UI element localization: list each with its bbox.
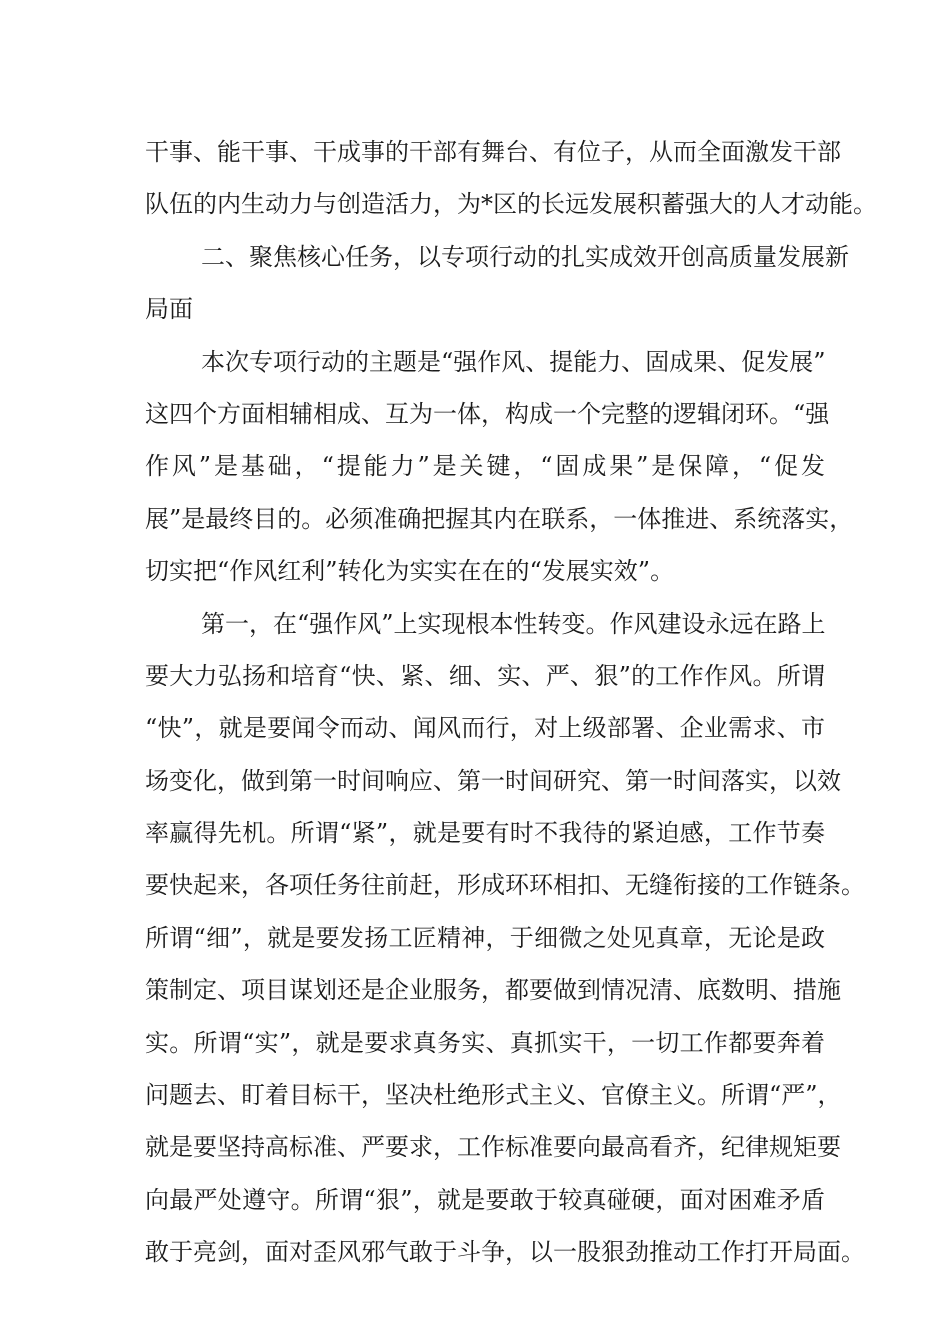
text-line: 实。所谓“实”，就是要求真务实、真抓实干，一切工作都要奔着	[145, 1028, 825, 1057]
text-line: 展”是最终目的。必须准确把握其内在联系，一体推进、系统落实，	[145, 504, 854, 533]
paragraph-theme	[145, 340, 854, 602]
text-line: “快”，就是要闻令而动、闻风而行，对上级部署、企业需求、市	[145, 714, 825, 743]
paragraph-continuation	[145, 130, 877, 235]
section-heading	[145, 235, 849, 340]
text-line: 要大力弘扬和培育“快、紧、细、实、严、狠”的工作作风。所谓	[145, 661, 825, 690]
text-line: 队伍的内生动力与创造活力，为*区的长远发展积蓄强大的人才动能。	[145, 190, 877, 219]
text-line: 切实把“作风红利”转化为实实在在的“发展实效”。	[145, 557, 675, 586]
text-line: 策制定、项目谋划还是企业服务，都要做到情况清、底数明、措施	[145, 976, 841, 1005]
text-line: 干事、能干事、干成事的干部有舞台、有位子，从而全面激发干部	[145, 138, 841, 166]
text-line: 要快起来，各项任务往前赶，形成环环相扣、无缝衔接的工作链条。	[145, 871, 865, 900]
text-line: 本次专项行动的主题是“强作风、提能力、固成果、促发展”	[201, 347, 826, 376]
text-line: 就是要坚持高标准、严要求，工作标准要向最高看齐，纪律规矩要	[145, 1133, 841, 1162]
text-line: 作风”是基础，“提能力”是关键，“固成果”是保障，“促发	[145, 452, 825, 481]
text-line: 第一，在“强作风”上实现根本性转变。作风建设永远在路上	[201, 609, 826, 638]
paragraph-first-point	[145, 602, 865, 1283]
body-text	[145, 130, 877, 1283]
text-line: 这四个方面相辅相成、互为一体，构成一个完整的逻辑闭环。“强	[145, 399, 830, 428]
heading-line: 二、聚焦核心任务，以专项行动的扎实成效开创高质量发展新	[201, 242, 849, 271]
text-line: 率赢得先机。所谓“紧”，就是要有时不我待的紧迫感，工作节奏	[145, 819, 825, 848]
text-line: 问题去、盯着目标干，坚决杜绝形式主义、官僚主义。所谓“严”，	[145, 1081, 842, 1110]
text-line: 场变化，做到第一时间响应、第一时间研究、第一时间落实，以效	[145, 766, 841, 795]
text-line: 所谓“细”，就是要发扬工匠精神，于细微之处见真章，无论是政	[145, 923, 825, 952]
text-line: 向最严处遵守。所谓“狠”，就是要敢于较真碰硬，面对困难矛盾	[145, 1185, 825, 1214]
text-line: 敢于亮剑，面对歪风邪气敢于斗争，以一股狠劲推动工作打开局面。	[145, 1238, 865, 1267]
heading-line: 局面	[145, 295, 193, 324]
